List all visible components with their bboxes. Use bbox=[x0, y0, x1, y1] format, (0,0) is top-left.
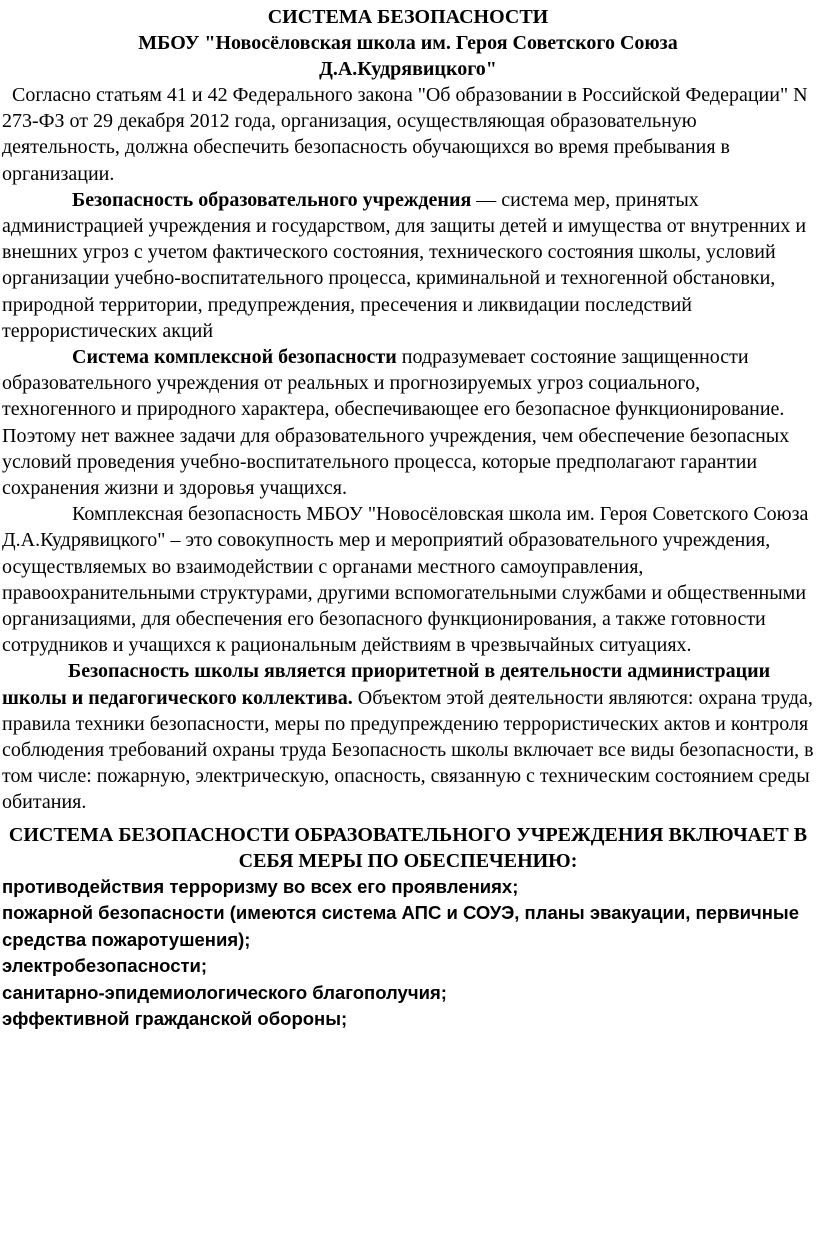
priority-statement: Безопасность школы является приоритетной в деятельности администрации школы и педагогического коллектива. bbox=[2, 660, 771, 709]
list-item: санитарно-эпидемиологического благополучия; bbox=[2, 981, 447, 1003]
list-item: противодействия терроризму во всех его проявлениях; bbox=[2, 875, 519, 897]
definition-complex-safety: подразумевает состояние защищенности образовательного учреждения от реальных и прогнозируемых угроз социального, техногенного и природного характера, обеспечивающее его безопасное функционирование. Поэтому нет важнее задачи для образовательного учреждения, чем обеспечение безопасных условий проведения учебно-воспитательного процесса, которые предполагают гарантии сохранения жизни и здоровья учащихся. bbox=[2, 346, 790, 500]
document-subtitle: МБОУ "Новосёловская школа им. Героя Советского Союза Д.А.Кудрявицкого" bbox=[138, 32, 678, 80]
list-item: эффективной гражданской обороны; bbox=[2, 1008, 348, 1030]
list-item: пожарной безопасности (имеются система АПС и СОУЭ, планы эвакуации, первичные средства пожаротушения); bbox=[2, 902, 799, 950]
term-school-safety: Безопасность образовательного учреждения bbox=[72, 188, 472, 211]
paragraph-priority bbox=[2, 658, 814, 815]
paragraph-complex-safety-school: Комплексная безопасность МБОУ "Новосёловская школа им. Героя Советского Союза Д.А.Кудрявицкого" – это совокупность мер и мероприятий образовательного учреждения, осуществляемых во взаимодействии с органами местного самоуправления, правоохранительными структурами, другими вспомогательными службами и общественными организациями, для обеспечения его безопасного функционирования, а также готовности сотрудников и учащихся к рациональным действиям в чрезвычайных ситуациях. bbox=[2, 503, 809, 657]
intro-paragraph: Согласно статьям 41 и 42 Федерального закона "Об образовании в Российской Федерации" N 273-ФЗ от 29 декабря 2012 года, организация, осуществляющая образовательную деятельность, должна обеспечить безопасность обучающихся во время пребывания в организации. bbox=[2, 84, 808, 185]
document-title: СИСТЕМА БЕЗОПАСНОСТИ bbox=[267, 6, 549, 28]
paragraph-complex-safety bbox=[2, 344, 814, 501]
measures-list bbox=[2, 874, 814, 1033]
term-complex-safety: Система комплексной безопасности bbox=[72, 346, 397, 369]
paragraph-school-safety bbox=[2, 187, 814, 344]
measures-heading: СИСТЕМА БЕЗОПАСНОСТИ ОБРАЗОВАТЕЛЬНОГО УЧРЕЖДЕНИЯ ВКЛЮЧАЕТ В СЕБЯ МЕРЫ ПО ОБЕСПЕЧЕНИЮ: bbox=[8, 823, 808, 872]
list-item: электробезопасности; bbox=[2, 955, 208, 977]
priority-details: Объектом этой деятельности являются: охрана труда, правила техники безопасности, меры по предупреждению террористических актов и контроля соблюдения требований охраны труда Безопасность школы включает все виды безопасности, в том числе: пожарную, электрическую, опасность, связанную с техническим состоянием среды обитания. bbox=[2, 686, 814, 814]
definition-school-safety: — система мер, принятых администрацией учреждения и государством, для защиты детей и имущества от внутренних и внешних угроз с учетом фактического состояния, технического состояния школы, условий организации учебно-воспитательного процесса, криминальной и техногенной обстановки, природной территории, предупреждения, пресечения и ликвидации последствий террористических акций bbox=[2, 188, 807, 342]
